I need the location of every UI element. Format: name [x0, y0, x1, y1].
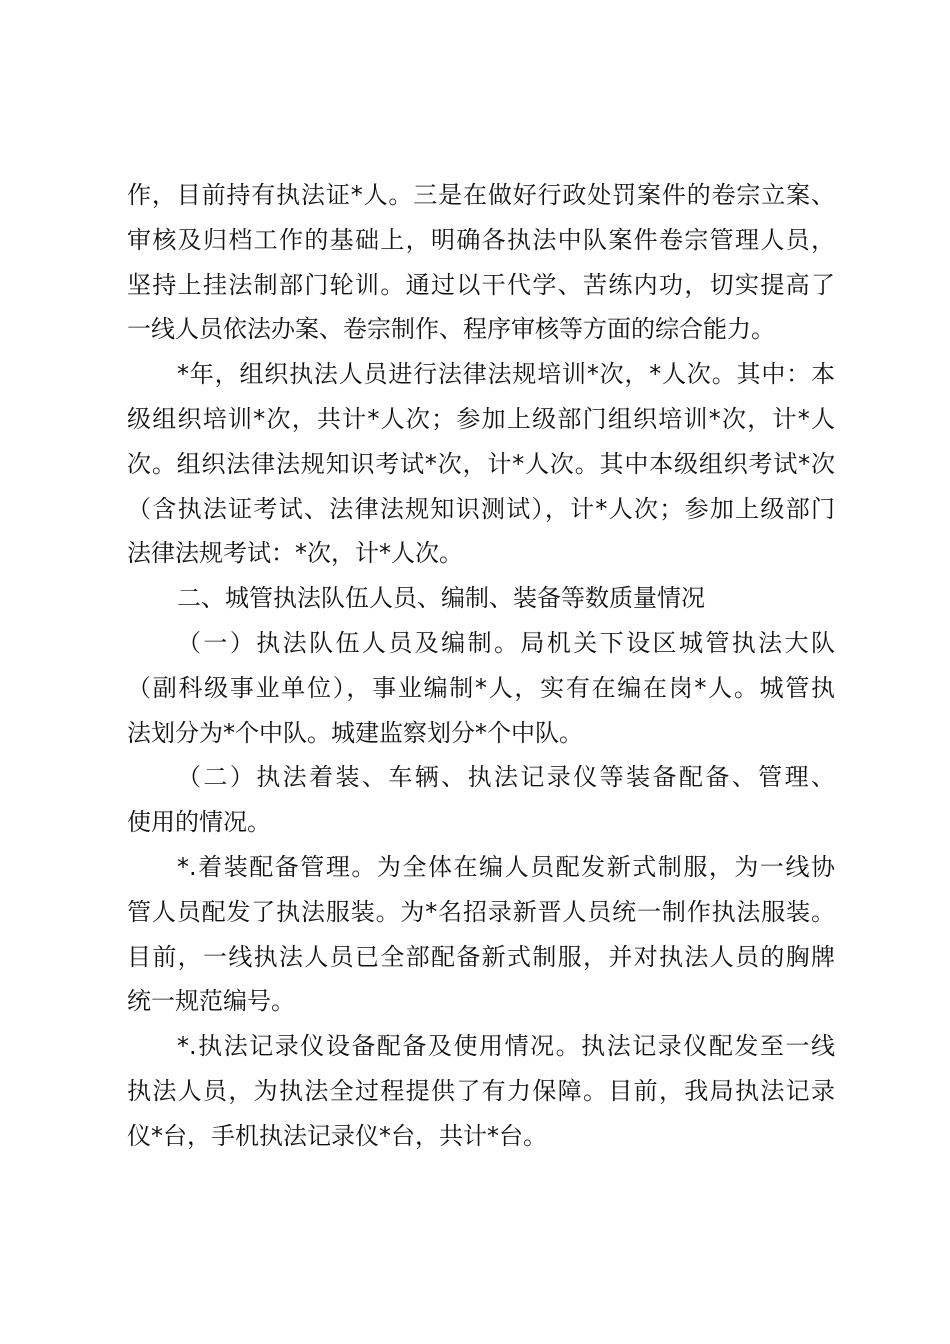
text-line: 级组织培训*次，共计*人次；参加上级部门组织培训*次，计*人	[127, 404, 835, 433]
text-line: （一）执法队伍人员及编制。局机关下设区城管执法大队	[177, 628, 835, 657]
text-line: （含执法证考试、法律法规知识测试），计*人次；参加上级部门	[127, 494, 835, 523]
text-line: 使用的情况。	[127, 808, 271, 837]
text-line: 执法人员，为执法全过程提供了有力保障。目前，我局执法记录	[127, 1076, 835, 1105]
text-line: 次。组织法律法规知识考试*次，计*人次。其中本级组织考试*次	[127, 449, 835, 478]
text-line: （二）执法着装、车辆、执法记录仪等装备配备、管理、	[177, 763, 835, 792]
text-line: 统一规范编号。	[127, 987, 295, 1016]
text-line: *年，组织执法人员进行法律法规培训*次，*人次。其中：本	[177, 360, 835, 389]
document-body	[127, 173, 835, 1159]
text-line: 法律法规考试：*次，计*人次。	[127, 539, 463, 568]
text-line: 管人员配发了执法服装。为*名招录新晋人员统一制作执法服装。	[127, 897, 835, 926]
text-line: *.执法记录仪设备配备及使用情况。执法记录仪配发至一线	[177, 1032, 835, 1061]
text-line: *.着装配备管理。为全体在编人员配发新式制服，为一线协	[177, 852, 835, 881]
text-line: 坚持上挂法制部门轮训。通过以干代学、苦练内功，切实提高了	[127, 270, 835, 299]
text-line: 审核及归档工作的基础上，明确各执法中队案件卷宗管理人员，	[127, 225, 835, 254]
section-heading: 二、城管执法队伍人员、编制、装备等数质量情况	[177, 584, 705, 613]
text-line: 目前，一线执法人员已全部配备新式制服，并对执法人员的胸牌	[127, 942, 835, 971]
text-line: 作，目前持有执法证*人。三是在做好行政处罚案件的卷宗立案、	[127, 181, 835, 209]
text-line: 仪*台，手机执法记录仪*台，共计*台。	[127, 1121, 547, 1150]
text-line: 法划分为*个中队。城建监察划分*个中队。	[127, 718, 583, 747]
text-line: 一线人员依法办案、卷宗制作、程序审核等方面的综合能力。	[127, 315, 775, 344]
text-line: （副科级事业单位），事业编制*人，实有在编在岗*人。城管执	[127, 673, 835, 702]
